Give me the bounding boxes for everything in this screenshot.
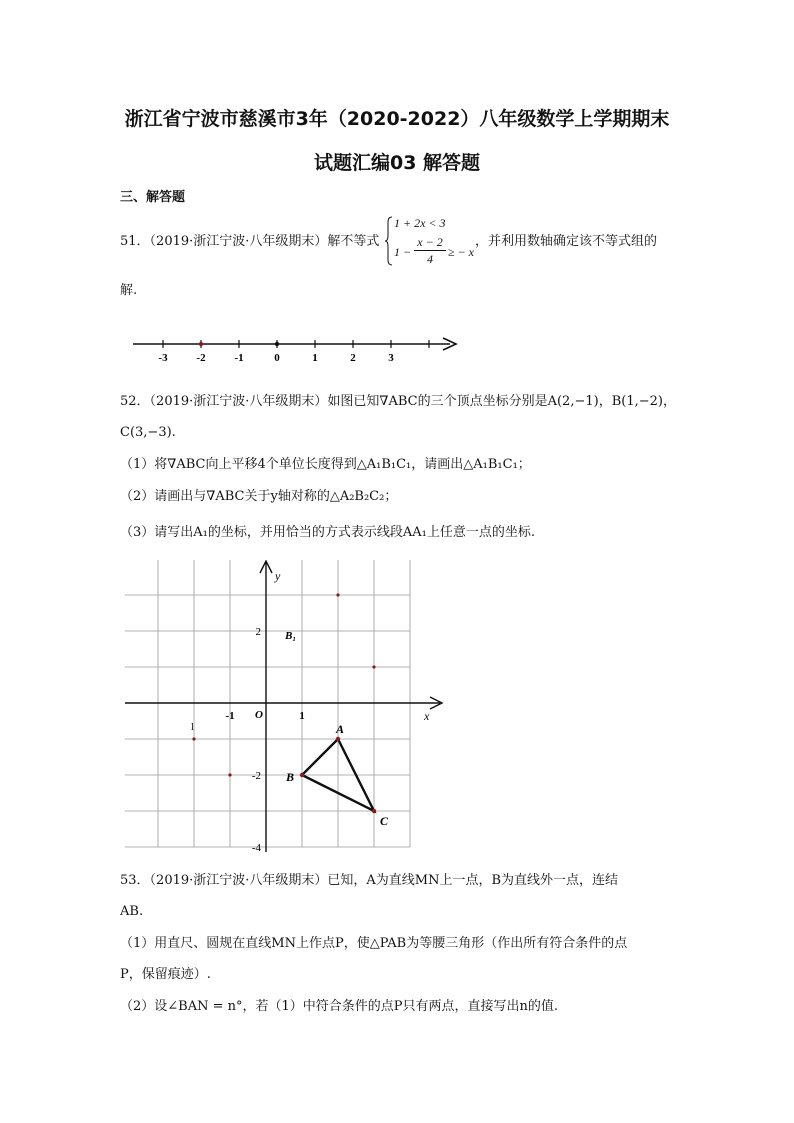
q51-ineq2-a: 1 − <box>394 245 412 259</box>
q52-part1: （1）将∇ABC向上平移4个单位长度得到△A₁B₁C₁，请画出△A₁B₁C₁； <box>120 457 531 472</box>
y-tick-label: -4 <box>251 842 261 854</box>
grid-mark <box>192 737 195 740</box>
grid-mark <box>372 665 375 668</box>
y-axis-label: y <box>275 569 281 583</box>
vertex-label-c: C <box>380 814 389 828</box>
coordinate-grid <box>125 560 450 855</box>
number-line-dot <box>275 342 279 346</box>
label-b1: B₁ <box>285 630 297 642</box>
doc-title-line1: 浙江省宁波市慈溪市3年（2020-2022）八年级数学上学期期末 <box>124 108 670 130</box>
vertex-label-a: A <box>336 722 345 736</box>
grid-mark <box>228 773 231 776</box>
number-line-tick-label: 1 <box>312 352 318 364</box>
y-tick-label: -2 <box>251 770 261 782</box>
number-line-tick-label: 2 <box>350 352 356 364</box>
q51-prefix: 51．（2019·浙江宁波·八年级期末）解不等式 <box>120 234 380 249</box>
number-line <box>125 330 465 366</box>
stray-label: l <box>191 722 194 733</box>
q51-tail: 解. <box>120 283 138 298</box>
x-tick-label: 1 <box>299 710 305 722</box>
number-line-tick-label: -2 <box>196 352 206 364</box>
vertex-c <box>372 809 376 813</box>
q51-frac-num: x − 2 <box>417 235 443 249</box>
q52-line2: C(3,−3). <box>120 425 176 440</box>
q51-suffix: ，并利用数轴确定该不等式组的 <box>475 234 658 249</box>
inequality-brace <box>385 216 393 266</box>
number-line-tick-label: -1 <box>234 352 244 364</box>
q53-part2: （2）设∠BAN = n°，若（1）中符合条件的点P只有两点，直接写出n的值. <box>120 999 559 1014</box>
q53-line2: AB. <box>120 904 144 919</box>
x-axis-label: x <box>424 709 430 723</box>
number-line-dot <box>199 342 203 346</box>
doc-title-line2: 试题汇编03 解答题 <box>313 152 481 174</box>
x-tick-label: -1 <box>225 710 235 722</box>
number-line-tick-label: 3 <box>388 352 394 364</box>
y-tick-label: 2 <box>255 626 261 638</box>
grid-mark <box>336 593 339 596</box>
q52-part3: （3）请写出A₁的坐标，并用恰当的方式表示线段AA₁上任意一点的坐标. <box>120 525 535 540</box>
number-line-tick-label: -3 <box>158 352 168 364</box>
number-line-tick-label: 0 <box>274 352 280 364</box>
q51-frac-den: 4 <box>427 252 433 266</box>
q52-part2: （2）请画出与∇ABC关于y轴对称的△A₂B₂C₂； <box>120 489 398 504</box>
vertex-a <box>336 737 340 741</box>
q53-part1a: （1）用直尺、圆规在直线MN上作点P，使△PAB为等腰三角形（作出所有符合条件的点 <box>120 936 628 951</box>
origin-label: O <box>255 709 263 721</box>
vertex-label-b: B <box>286 770 295 784</box>
vertex-b <box>300 773 304 777</box>
q51-frac-bar <box>414 250 446 251</box>
section-heading: 三、解答题 <box>120 190 186 205</box>
q53-part1b: P，保留痕迹）. <box>120 967 211 982</box>
q51-ineq2-b: ≥ − x <box>448 245 475 259</box>
q52-line1: 52．（2019·浙江宁波·八年级期末）如图已知∇ABC的三个顶点坐标分别是A(2,−1)，B(1,−2)， <box>120 394 676 409</box>
q51-ineq1: 1 + 2x < 3 <box>394 216 446 230</box>
q53-line1: 53．（2019·浙江宁波·八年级期末）已知，A为直线MN上一点，B为直线外一点，连结 <box>120 873 619 888</box>
